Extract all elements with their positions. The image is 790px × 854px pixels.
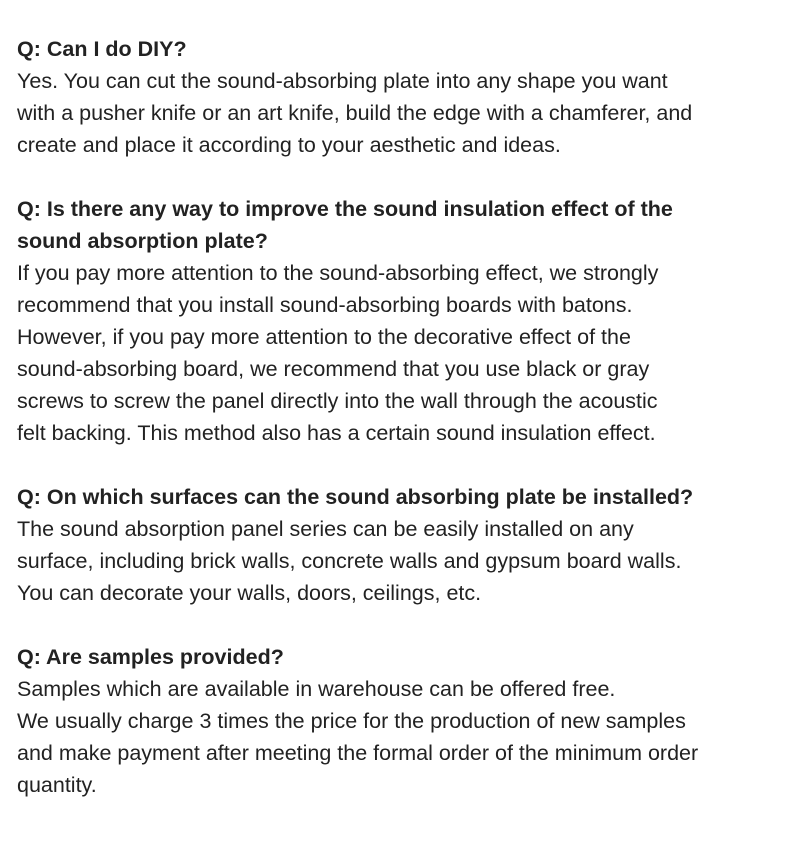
faq-item-sound-insulation: [17, 193, 778, 449]
faq-answer-line: Yes. You can cut the sound-absorbing plate into any shape you want: [17, 69, 668, 93]
faq-answer-line: You can decorate your walls, doors, ceilings, etc.: [17, 581, 482, 605]
faq-item-diy: [17, 33, 778, 161]
faq-answer-line: create and place it according to your aesthetic and ideas.: [17, 133, 561, 157]
faq-question: Q: Can I do DIY?: [17, 37, 187, 61]
faq-answer-line: screws to screw the panel directly into the wall through the acoustic: [17, 389, 658, 413]
faq-answer-line: sound-absorbing board, we recommend that you use black or gray: [17, 357, 650, 381]
faq-answer-line: The sound absorption panel series can be easily installed on any: [17, 517, 634, 541]
faq-answer-line: with a pusher knife or an art knife, build the edge with a chamferer, and: [17, 101, 693, 125]
faq-question: Q: On which surfaces can the sound absorbing plate be installed?: [17, 485, 694, 509]
faq-question: Q: Is there any way to improve the sound insulation effect of the: [17, 197, 673, 221]
faq-question: Q: Are samples provided?: [17, 645, 284, 669]
faq-answer-line: We usually charge 3 times the price for the production of new samples: [17, 709, 686, 733]
faq-question-continued: sound absorption plate?: [17, 229, 268, 253]
faq-answer-line: quantity.: [17, 773, 97, 797]
faq-answer-line: and make payment after meeting the formal order of the minimum order: [17, 741, 699, 765]
faq-answer-line: surface, including brick walls, concrete walls and gypsum board walls.: [17, 549, 682, 573]
faq-answer-line: recommend that you install sound-absorbing boards with batons.: [17, 293, 633, 317]
faq-item-surfaces: [17, 481, 778, 609]
faq-item-samples: [17, 641, 778, 801]
faq-answer-line: However, if you pay more attention to the decorative effect of the: [17, 325, 631, 349]
faq-answer-line: felt backing. This method also has a certain sound insulation effect.: [17, 421, 656, 445]
faq-answer-line: Samples which are available in warehouse can be offered free.: [17, 677, 616, 701]
faq-answer-line: If you pay more attention to the sound-absorbing effect, we strongly: [17, 261, 659, 285]
